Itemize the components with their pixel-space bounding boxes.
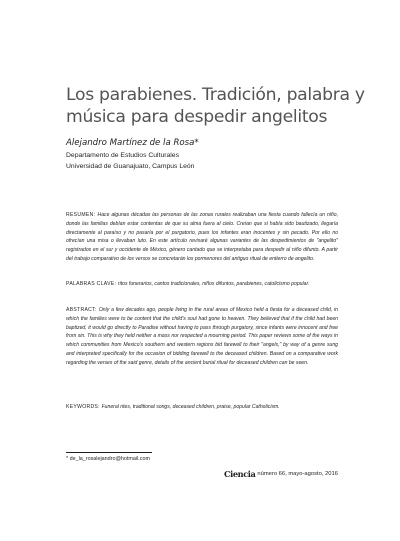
palabras-clave-label: PALABRAS CLAVE:: [66, 281, 118, 287]
footnote-divider: [66, 452, 152, 453]
resumen-paragraph: [66, 211, 338, 264]
author-name: Alejandro Martínez de la Rosa*: [66, 138, 199, 148]
article-title-line-2: música para despedir angelitos: [66, 107, 328, 127]
palabras-clave-text: ritos funerarios, cantos tradicionales, niños difuntos, parabienes, catolicismo popular.: [117, 281, 310, 287]
article-title-line-1: Los parabienes. Tradición, palabra y: [66, 85, 365, 105]
article-title: [66, 84, 366, 128]
keywords-label: KEYWORDS:: [66, 404, 102, 410]
author-university: Universidad de Guanajuato, Campus León: [66, 163, 195, 170]
resumen-text: Hace algunas décadas las personas de las zonas rurales realizaban una fiesta cuando fallecía un niño, donde las familias debían estar contentas de que su alma fuera al cielo. Creían que si había sido bautizado, llegaría directamente al paraíso y no pasaría por el purgatorio, pues los infantes eran inocentes y sin pecado. Por ello no ofrecían una misa o llevaban luto. En este artículo revisaré algunas variantes de las despedimientos de "angelito" registrados en el sur y occidente de México, género cantado que se interpretaba para despedir al niño difunto. A partir del trabajo comparativo de los versos se concretarán los pormenores del antiguo ritual de entierro de angelito.: [66, 212, 338, 262]
abstract-paragraph: [66, 306, 338, 368]
issue-info: número 66, mayo-agosto, 2016: [257, 471, 338, 477]
abstract-text: Only a few decades ago, people living in the rural areas of Mexico held a fiesta for a deceased child, in which the families were to be content that the child's soul had gone to heaven. They believed that if the child had been baptized, it would go directly to Paradise without having to pass through purgatory, since infants were innocent and free from sin. This is why they held neither a mass nor respected a mourning period. This paper reviews some of the ways in which communities from Mexico's southern and western regions bid farewell to their "angels," by way of a genre sung and interpreted specifically for the occasion of bidding farewell to the deceased children. Based on a comparative work regarding the verses of the said genre, details of the ancient burial ritual for deceased children can be seen.: [66, 307, 338, 366]
palabras-clave-paragraph: [66, 280, 338, 289]
author-email-footnote: * de_la_rosalejandro@hotmail.com: [66, 456, 150, 462]
resumen-label: RESUMEN:: [66, 212, 98, 218]
author-block: [66, 137, 346, 172]
page-footer: [224, 469, 338, 479]
abstract-label: ABSTRACT:: [66, 307, 99, 313]
keywords-text: Funeral rites, traditional songs, deceased children, praise, popular Catholicism.: [101, 404, 280, 410]
author-department: Departamento de Estudios Culturales: [66, 152, 179, 159]
journal-logo: Ciencia: [224, 469, 256, 479]
keywords-paragraph: [66, 403, 338, 412]
